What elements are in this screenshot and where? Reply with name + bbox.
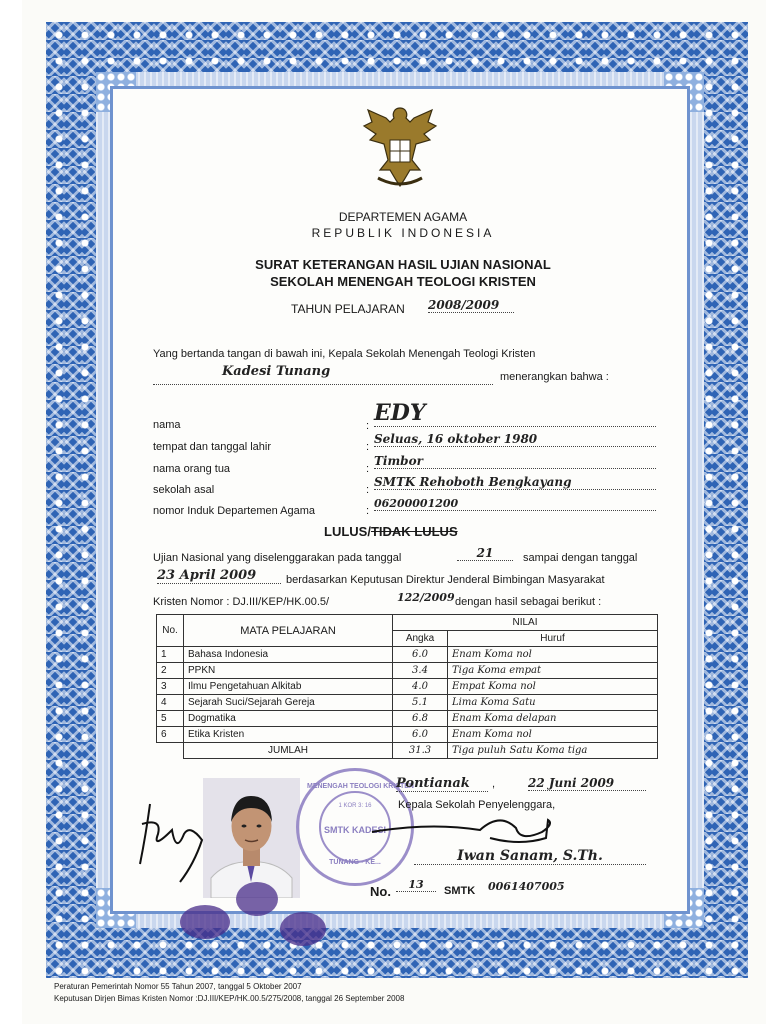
student-name: EDY	[374, 400, 656, 427]
table-row	[157, 647, 658, 663]
row-score-words: Enam Koma nol	[448, 727, 658, 743]
signer-role: Kepala Sekolah Penyelenggara,	[398, 799, 556, 811]
row-score-number: 6.8	[393, 711, 448, 727]
signing-date: 22 Juni 2009	[528, 776, 646, 791]
stamp-text-bottom: TUNANG - KE...	[329, 859, 381, 866]
result-fail-struck: TIDAK LULUS	[370, 524, 458, 539]
student-school: SMTK Rehoboth Bengkayang	[374, 475, 656, 490]
principal-name: Kadesi Tunang	[222, 364, 331, 379]
row-score-number: 4.0	[393, 679, 448, 695]
result-pass: LULUS/	[324, 524, 371, 539]
student-parent: Timbor	[374, 454, 656, 469]
col-words-header: Huruf	[448, 631, 658, 647]
col-score-header: NILAI	[393, 615, 658, 631]
footer-regulation: Peraturan Pemerintah Nomor 55 Tahun 2007, tanggal 5 Oktober 2007	[54, 982, 302, 991]
academic-year-value: 2008/2009	[428, 298, 514, 313]
row-subject: Dogmatika	[184, 711, 393, 727]
certificate-title: SURAT KETERANGAN HASIL UJIAN NASIONAL	[255, 257, 551, 272]
school-title: SEKOLAH MENENGAH TEOLOGI KRISTEN	[270, 274, 536, 289]
row-subject: Etika Kristen	[184, 727, 393, 743]
field-label-school: sekolah asal	[153, 484, 215, 496]
table-row	[157, 695, 658, 711]
row-score-words: Tiga Koma empat	[448, 663, 658, 679]
exam-end-date: 23 April 2009	[157, 568, 281, 584]
row-no: 6	[157, 727, 184, 743]
field-label-birth: tempat dan tanggal lahir	[153, 441, 272, 453]
ink-smudge	[236, 882, 278, 916]
decree-number: 122/2009	[397, 591, 455, 604]
republic-heading: REPUBLIK INDONESIA	[311, 226, 495, 240]
total-score-words: Tiga puluh Satu Koma tiga	[448, 743, 658, 759]
exam-text-1: Ujian Nasional yang diselenggarakan pada tanggal	[153, 552, 402, 564]
total-score-number: 31.3	[393, 743, 448, 759]
row-no: 5	[157, 711, 184, 727]
student-signature-icon	[132, 794, 222, 886]
field-label-id: nomor Induk Departemen Agama	[153, 505, 316, 517]
garuda-emblem-icon	[356, 100, 444, 192]
table-row	[157, 679, 658, 695]
signing-place: Pontianak	[396, 776, 488, 792]
student-id: 06200001200	[374, 497, 656, 511]
stamp-text-small: 1 KOR 3: 16	[338, 803, 372, 809]
total-label: JUMLAH	[184, 743, 393, 759]
table-row	[157, 663, 658, 679]
table-row	[157, 727, 658, 743]
row-score-number: 6.0	[393, 727, 448, 743]
signer-name: Iwan Sanam, S.Th.	[414, 848, 646, 865]
academic-year-label: TAHUN PELAJARAN	[291, 302, 405, 316]
row-subject: Sejarah Suci/Sejarah Gereja	[184, 695, 393, 711]
row-score-number: 3.4	[393, 663, 448, 679]
col-subject-header: MATA PELAJARAN	[184, 615, 393, 647]
row-score-words: Enam Koma delapan	[448, 711, 658, 727]
row-subject: PPKN	[184, 663, 393, 679]
row-score-words: Enam Koma nol	[448, 647, 658, 663]
stamp-text-mid: SMTK KADESI	[323, 825, 386, 835]
row-subject: Ilmu Pengetahuan Alkitab	[184, 679, 393, 695]
student-birth: Seluas, 16 oktober 1980	[374, 432, 656, 447]
table-total-row	[157, 743, 658, 759]
field-label-name: nama	[153, 419, 181, 431]
cert-no-value: 13	[396, 878, 436, 892]
cert-no-label: No.	[370, 884, 391, 899]
intro-text: Yang bertanda tangan di bawah ini, Kepala Sekolah Menengah Teologi Kristen	[153, 348, 536, 360]
row-no: 3	[157, 679, 184, 695]
row-score-words: Empat Koma nol	[448, 679, 658, 695]
row-no: 2	[157, 663, 184, 679]
field-label-parent: nama orang tua	[153, 463, 231, 475]
smtk-label: SMTK	[444, 885, 476, 897]
exam-text-4: Kristen Nomor : DJ.III/KEP/HK.00.5/	[153, 596, 330, 608]
smtk-code: 0061407005	[488, 880, 565, 893]
principal-signature-icon	[370, 808, 560, 852]
intro-end-text: menerangkan bahwa :	[500, 371, 609, 383]
exam-text-3: berdasarkan Keputusan Direktur Jenderal Bimbingan Masyarakat	[286, 574, 605, 586]
footer-decree: Keputusan Dirjen Bimas Kristen Nomor :DJ.III/KEP/HK.00.5/275/2008, tanggal 26 September 2008	[54, 994, 405, 1003]
exam-start-day: 21	[457, 546, 513, 561]
ministry-heading: DEPARTEMEN AGAMA	[338, 210, 468, 224]
row-no: 1	[157, 647, 184, 663]
col-no-header: No.	[157, 615, 184, 647]
row-score-number: 6.0	[393, 647, 448, 663]
ink-smudge	[180, 905, 230, 939]
row-no: 4	[157, 695, 184, 711]
row-score-words: Lima Koma Satu	[448, 695, 658, 711]
table-row	[157, 711, 658, 727]
result-status	[324, 524, 458, 539]
ink-smudge	[280, 912, 326, 946]
grades-table	[156, 614, 658, 759]
exam-text-2: sampai dengan tanggal	[523, 552, 638, 564]
row-score-number: 5.1	[393, 695, 448, 711]
col-number-header: Angka	[393, 631, 448, 647]
row-subject: Bahasa Indonesia	[184, 647, 393, 663]
exam-text-5: dengan hasil sebagai berikut :	[455, 596, 602, 608]
stamp-text-top: MENENGAH TEOLOGI KRISTEN	[307, 783, 414, 790]
